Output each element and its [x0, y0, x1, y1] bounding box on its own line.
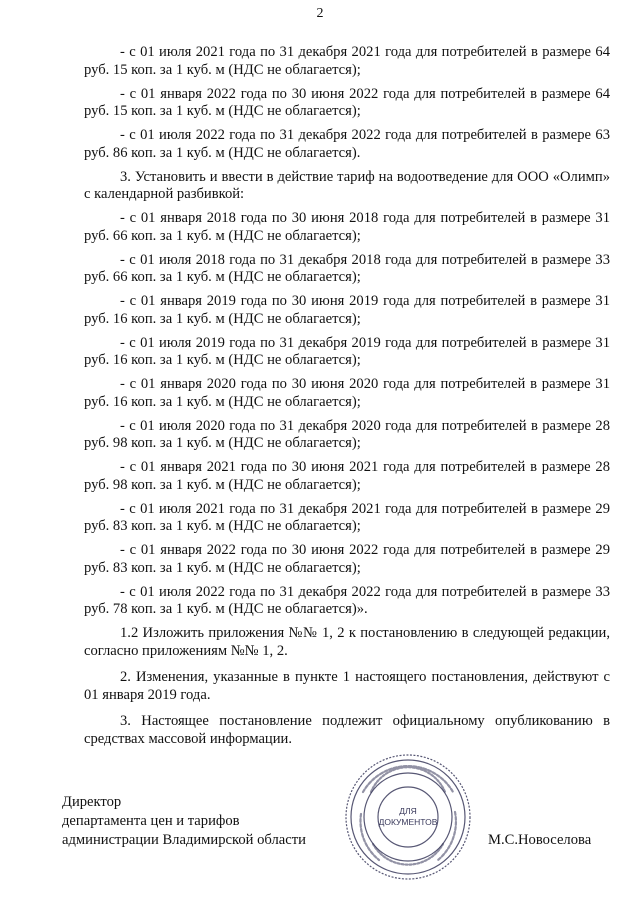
tariff-item: - с 01 июля 2018 года по 31 декабря 2018 года для потребителей в размере 33 руб. 66 коп. за 1 куб. м (НДС не облагается);: [84, 251, 610, 285]
signer-position: Директор: [62, 794, 122, 810]
clause-2: 2. Изменения, указанные в пункте 1 настоящего постановления, действуют с 01 января 2019 года.: [84, 669, 610, 703]
official-stamp: [343, 752, 473, 882]
tariff-item: - с 01 января 2018 года по 30 июня 2018 года для потребителей в размере 31 руб. 66 коп. за 1 куб. м (НДС не облагается);: [84, 210, 610, 244]
document-body: [84, 44, 610, 755]
signer-administration: администрации Владимирской области: [62, 832, 306, 848]
tariff-item: - с 01 января 2021 года по 30 июня 2021 года для потребителей в размере 28 руб. 98 коп. за 1 куб. м (НДС не облагается);: [84, 459, 610, 493]
tariff-item: - с 01 июля 2021 года по 31 декабря 2021 года для потребителей в размере 29 руб. 83 коп. за 1 куб. м (НДС не облагается);: [84, 500, 610, 534]
tariff-item: - с 01 июля 2019 года по 31 декабря 2019 года для потребителей в размере 31 руб. 16 коп. за 1 куб. м (НДС не облагается);: [84, 334, 610, 368]
stamp-text-line2: ДОКУМЕНТОВ: [378, 817, 438, 827]
signer-name: М.С.Новоселова: [488, 832, 592, 848]
tariff-item: - с 01 января 2020 года по 30 июня 2020 года для потребителей в размере 31 руб. 16 коп. за 1 куб. м (НДС не облагается);: [84, 376, 610, 410]
tariff-item: - с 01 июля 2020 года по 31 декабря 2020 года для потребителей в размере 28 руб. 98 коп. за 1 куб. м (НДС не облагается);: [84, 417, 610, 451]
tariff-item: - с 01 июля 2022 года по 31 декабря 2022 года для потребителей в размере 63 руб. 86 коп. за 1 куб. м (НДС не облагается).: [84, 127, 610, 161]
signature-block: [62, 793, 306, 850]
tariff-item: - с 01 июля 2022 года по 31 декабря 2022 года для потребителей в размере 33 руб. 78 коп. за 1 куб. м (НДС не облагается)».: [84, 583, 610, 617]
page-number: 2: [316, 6, 324, 21]
signer-department: департамента цен и тарифов: [62, 813, 240, 829]
tariff-item: - с 01 января 2022 года по 30 июня 2022 года для потребителей в размере 64 руб. 15 коп. за 1 куб. м (НДС не облагается);: [84, 85, 610, 119]
clause-3: 3. Настоящее постановление подлежит официальному опубликованию в средствах массовой информации.: [84, 713, 610, 747]
stamp-text-line1: ДЛЯ: [399, 806, 417, 816]
clause-3-heading: 3. Установить и ввести в действие тариф на водоотведение для ООО «Олимп» с календарной разбивкой:: [84, 168, 610, 202]
tariff-item: - с 01 января 2019 года по 30 июня 2019 года для потребителей в размере 31 руб. 16 коп. за 1 куб. м (НДС не облагается);: [84, 293, 610, 327]
clause-1-2: 1.2 Изложить приложения №№ 1, 2 к постановлению в следующей редакции, согласно приложениям №№ 1, 2.: [84, 625, 610, 659]
tariff-item: - с 01 июля 2021 года по 31 декабря 2021 года для потребителей в размере 64 руб. 15 коп. за 1 куб. м (НДС не облагается);: [84, 44, 610, 78]
tariff-item: - с 01 января 2022 года по 30 июня 2022 года для потребителей в размере 29 руб. 83 коп. за 1 куб. м (НДС не облагается);: [84, 542, 610, 576]
